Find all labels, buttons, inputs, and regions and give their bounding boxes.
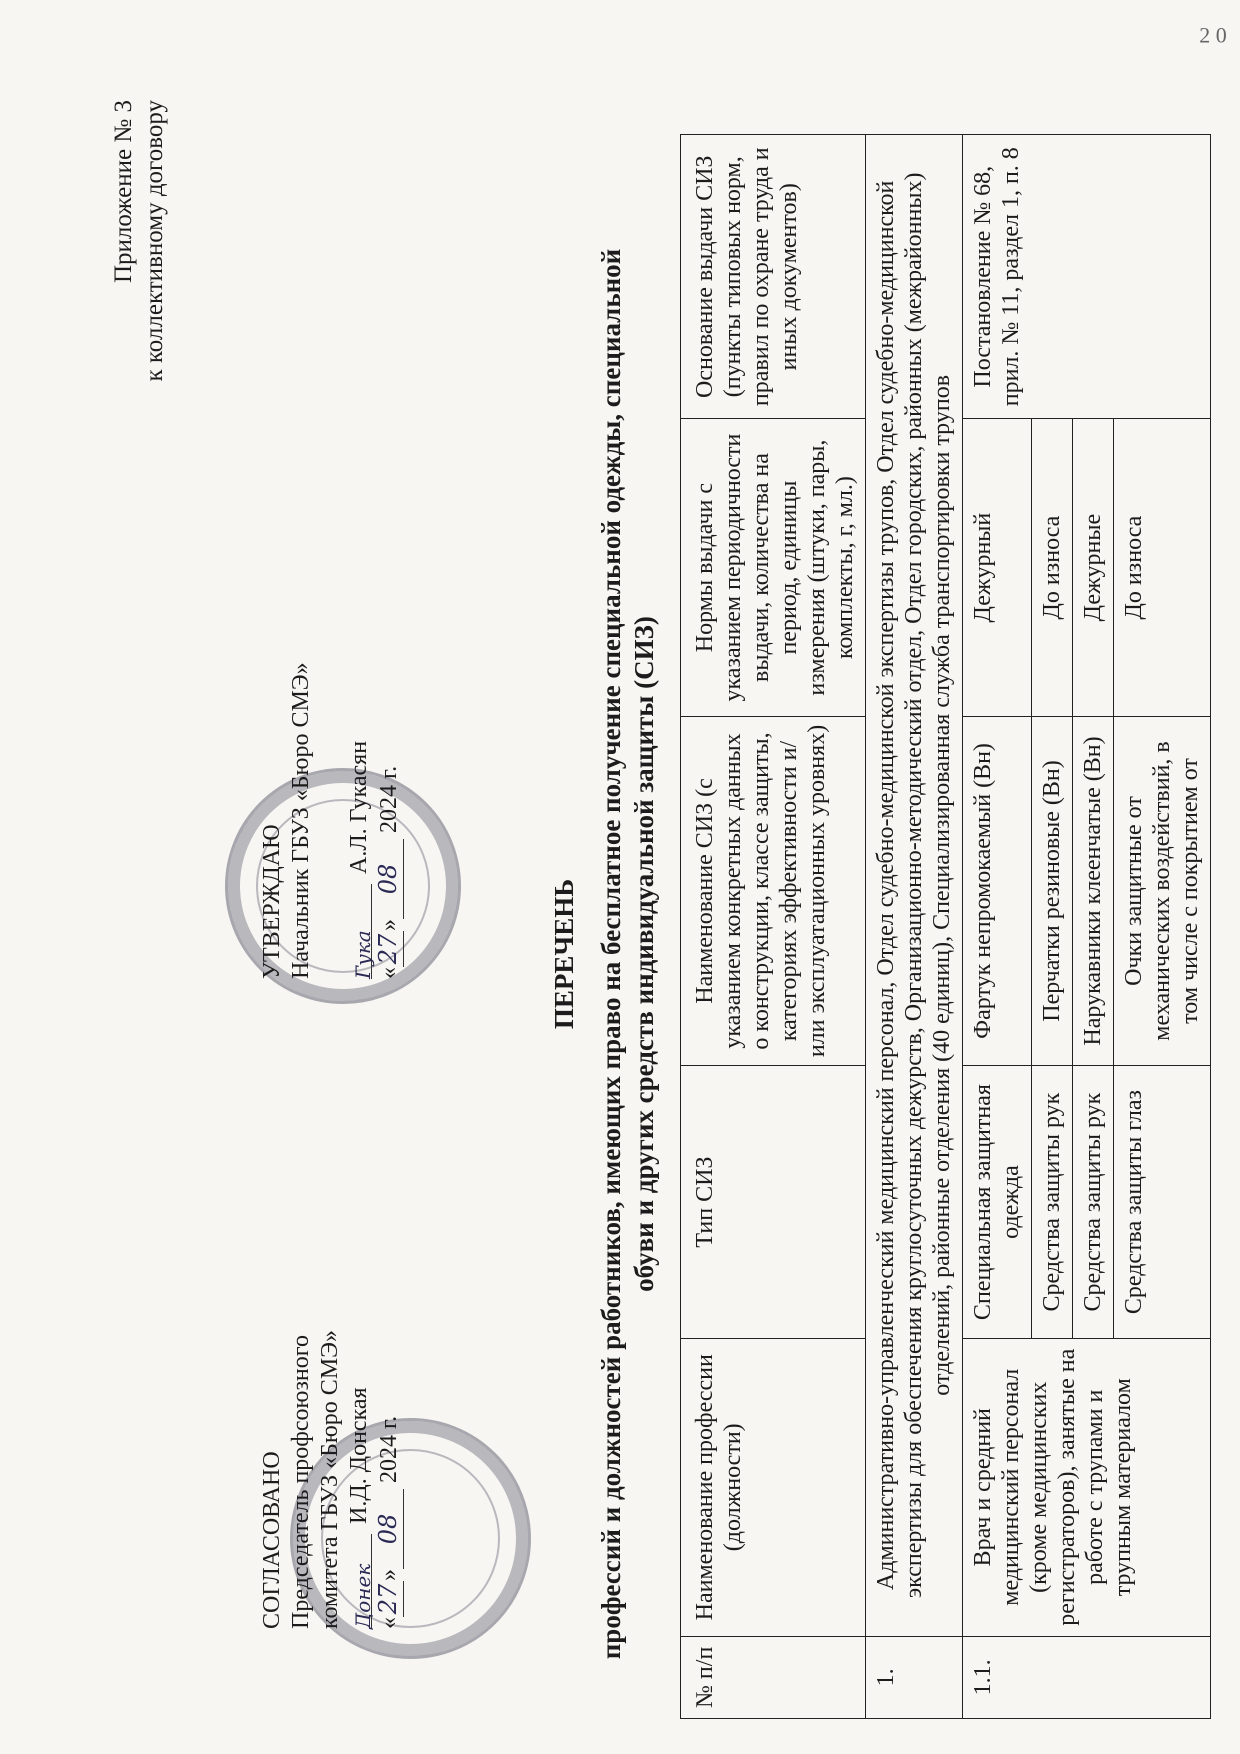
agreed-date: «27»08 2024 г. [374,1415,402,1629]
section-row [866,135,963,1719]
title-subtitle: профессий и должностей работников, имеющих право на бесплатное получение специальной одежды, специальной обуви и других средств индивидуальной защиты (СИЗ) [596,248,659,1660]
header-number: № п/п [681,1636,866,1718]
approved-title: УТВЕРЖДАЮ [259,824,285,979]
approved-year: 2024 г. [376,765,402,833]
item-type: Средства защиты рук [1073,1066,1114,1339]
appendix-header [108,100,170,382]
row-basis: Постановление № 68, прил. № 11, раздел 1, п. 8 [963,135,1211,419]
approved-signature-row [345,662,374,979]
approved-day: 27 [374,931,404,967]
item-name: Очки защитные от механических воздействий, в том числе с покрытием от [1114,716,1211,1066]
section-number: 1. [866,1636,963,1718]
item-norm: До износа [1114,419,1211,716]
item-type: Средства защиты глаз [1114,1066,1211,1339]
approved-block [258,662,404,979]
item-name: Нарукавники клеенчатые (Вн) [1073,716,1114,1066]
agreed-signature: Донек [349,1534,372,1629]
section-title: Административно-управленческий медицинский персонал, Отдел судебно-медицинской экспертизы трупов, Отдел судебно-медицинской экспертизы для обеспечения круглосуточных дежурств, Организационно-методический отдел, Отдел городских, районных (межрайонных) отделений, районные отделения (40 единиц), Специализированная служба транспортировки трупов [866,135,963,1637]
item-norm: До износа [1032,419,1073,716]
row-number: 1.1. [963,1636,1211,1718]
item-name: Фартук непромокаемый (Вн) [963,716,1032,1066]
row-profession: Врач и средний медицинский персонал (кроме медицинских регистраторов), занятые на работе с трупами и трупным материалом [963,1338,1211,1636]
approved-name: А.Л. Гукасян [346,740,372,874]
title-main: ПЕРЕЧЕНЬ [549,878,579,1030]
table-row [963,135,1032,1719]
header-profession: Наименование профессии (должности) [681,1338,866,1636]
approved-date: «27»08 2024 г. [374,765,402,979]
agreed-day: 27 [374,1581,404,1617]
table-header-row [681,135,866,1719]
header-issue-norms: Нормы выдачи с указанием периодичности выдачи, количества на период, единицы измерения (штуки, пары, комплекты, г, мл.) [681,419,866,716]
appendix-line-2: к коллективному договору [141,100,168,382]
agreed-block [258,1330,404,1629]
item-norm: Дежурный [963,419,1032,716]
appendix-line-1: Приложение № 3 [110,100,137,284]
agreed-year: 2024 г. [376,1415,402,1483]
document-title [548,244,661,1664]
approved-month: 08 [374,839,404,919]
item-type: Специальная защитная одежда [963,1066,1032,1339]
agreed-position-1: Председатель профсоюзного [288,1334,314,1629]
header-issue-basis: Основание выдачи СИЗ (пункты типовых норм, правил по охране труда и иных документов) [681,135,866,419]
agreed-position-2: комитета ГБУЗ «Бюро СМЭ» [317,1329,343,1629]
agreed-title: СОГЛАСОВАНО [259,1451,285,1629]
item-name: Перчатки резиновые (Вн) [1032,716,1073,1066]
header-ppe-type: Тип СИЗ [681,1066,866,1339]
agreed-name: И.Д. Донская [346,1387,372,1524]
item-type: Средства защиты рук [1032,1066,1073,1339]
item-norm: Дежурные [1073,419,1114,716]
approved-signature: Гука [349,884,372,979]
agreed-signature-row [345,1330,374,1629]
header-ppe-name: Наименование СИЗ (с указанием конкретных данных о конструкции, классе защиты, категориях эффективности и/или эксплуатационных уровнях) [681,716,866,1066]
ppe-table [680,134,1211,1719]
page-number: 2 0 [1199,22,1227,48]
approved-position: Начальник ГБУЗ «Бюро СМЭ» [288,662,314,979]
agreed-month: 08 [374,1489,404,1569]
